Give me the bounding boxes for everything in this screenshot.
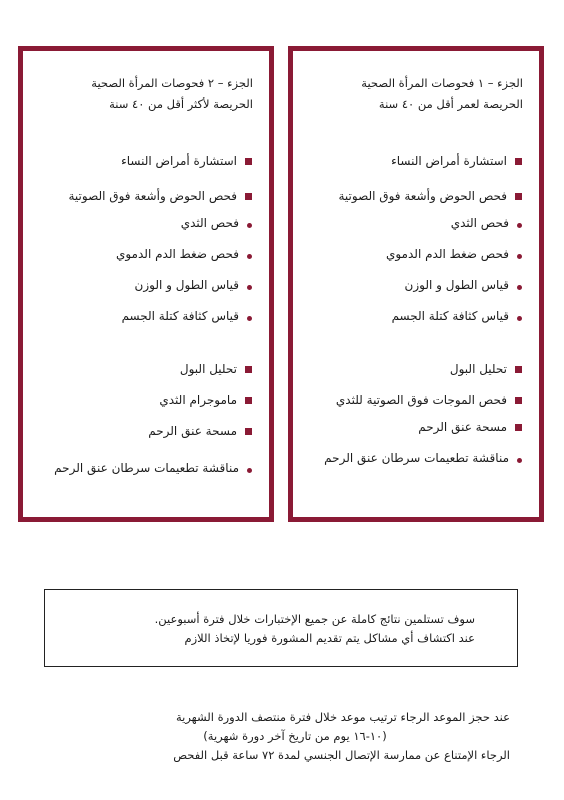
exam-item-label: فحص ضغط الدم الدموي [385,247,509,261]
exam-item-label: ماموجرام الثدي [159,393,237,407]
exam-subitem [37,215,253,232]
dot-bullet-icon [517,254,522,259]
square-bullet-icon [515,397,522,404]
exam-item-label: فحص الثدي [450,216,509,230]
instruction-line-3: الرجاء الإمتناع عن ممارسة الإتصال الجنسي لمدة ٧٢ ساعة قبل الفحص [173,748,510,762]
exam-item-label: استشارة أمراض النساء [121,154,237,168]
exam-item-label: فحص الثدي [180,216,239,230]
exam-subitem [307,215,523,232]
notice-line-1: سوف تستلمين نتائج كاملة عن جميع الإختبارات خلال فترة أسبوعين. [154,612,475,626]
square-bullet-icon [245,193,252,200]
dot-bullet-icon [517,316,522,321]
notice-line-2: عند اكتشاف أي مشاكل يتم تقديم المشورة فوريا لإتخاذ اللازم [184,631,475,645]
exam-item-label: مناقشة تطعيمات سرطان عنق الرحم [54,461,239,475]
exam-subitem [307,308,523,325]
exam-item-label: مناقشة تطعيمات سرطان عنق الرحم [324,451,509,465]
dot-bullet-icon [517,458,522,463]
exam-item [307,188,523,205]
section-title [37,73,253,115]
exam-item [307,361,523,378]
section-part-1 [288,46,544,522]
exam-item-label: استشارة أمراض النساء [391,154,507,168]
exam-item-label: قياس كثافة كتلة الجسم [391,309,509,323]
square-bullet-icon [515,366,522,373]
dot-bullet-icon [517,285,522,290]
exam-list [37,153,253,477]
exam-subitem [307,277,523,294]
exam-subitem [37,277,253,294]
dot-bullet-icon [247,468,252,473]
section-title-line-1: الجزء – ١ فحوصات المرأة الصحية [361,76,523,90]
exam-item [307,419,523,436]
exam-item-label: مسحة عنق الرحم [418,420,507,434]
dot-bullet-icon [247,316,252,321]
dot-bullet-icon [517,223,522,228]
exam-subitem [37,246,253,263]
exam-item-label: فحص الحوض وأشعة فوق الصوتية [68,189,237,203]
square-bullet-icon [515,424,522,431]
exam-item-label: قياس الطول و الوزن [404,278,509,292]
section-title-line-2: الحريصة لأكثر أقل من ٤٠ سنة [109,97,253,111]
exam-item [307,392,523,409]
exam-item [307,153,523,170]
section-title [307,73,523,115]
exam-subitem [307,246,523,263]
exam-list [307,153,523,467]
square-bullet-icon [245,366,252,373]
exam-subitem [37,308,253,325]
dot-bullet-icon [247,285,252,290]
appointment-instructions [30,708,510,765]
exam-subitem [307,450,523,467]
results-notice-box [44,589,518,667]
exam-item-label: فحص الموجات فوق الصوتية للثدي [335,393,507,407]
exam-item-label: قياس الطول و الوزن [134,278,239,292]
exam-item [37,392,253,409]
exam-item-label: مسحة عنق الرحم [148,424,237,438]
exam-item-label: فحص الحوض وأشعة فوق الصوتية [338,189,507,203]
square-bullet-icon [515,158,522,165]
exam-item [37,361,253,378]
instruction-line-2: (١٠-١٦ يوم من تاريخ آخر دورة شهرية) [203,729,387,743]
exam-item [37,188,253,205]
exam-item [37,153,253,170]
section-title-line-2: الحريصة لعمر أقل من ٤٠ سنة [378,97,523,111]
square-bullet-icon [245,428,252,435]
dot-bullet-icon [247,254,252,259]
exam-item-label: تحليل البول [179,362,237,376]
exam-item-label: فحص ضغط الدم الدموي [115,247,239,261]
exam-item [37,423,253,440]
exam-subitem [37,460,253,477]
section-title-line-1: الجزء – ٢ فحوصات المرأة الصحية [91,76,253,90]
instruction-line-1: عند حجز الموعد الرجاء ترتيب موعد خلال فترة منتصف الدورة الشهرية [175,710,510,724]
section-part-2 [18,46,274,522]
dot-bullet-icon [247,223,252,228]
square-bullet-icon [245,397,252,404]
exam-item-label: تحليل البول [449,362,507,376]
square-bullet-icon [245,158,252,165]
square-bullet-icon [515,193,522,200]
exam-item-label: قياس كثافة كتلة الجسم [121,309,239,323]
